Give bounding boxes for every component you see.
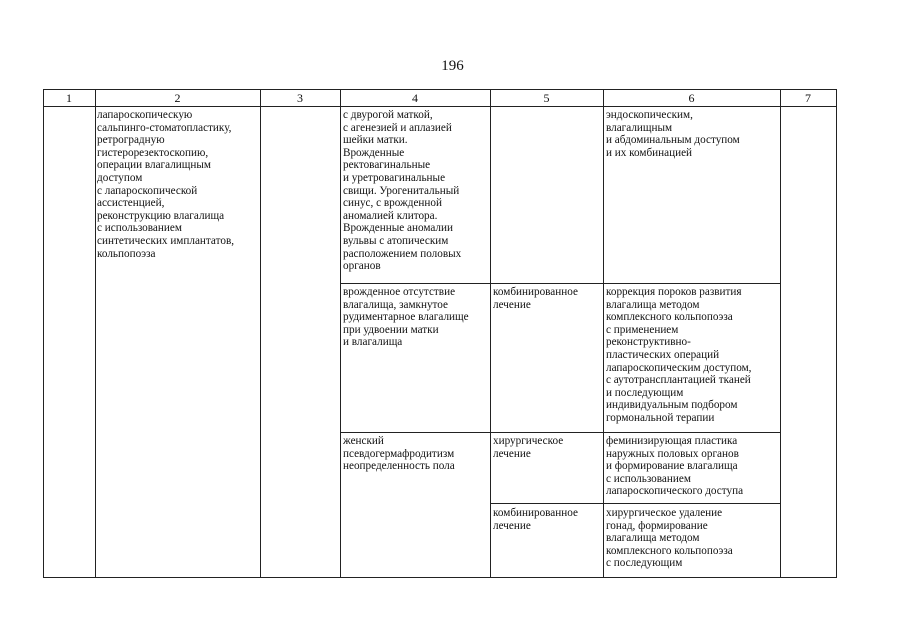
cell-row2-col4: врожденное отсутствие влагалища, замкнутое рудиментарное влагалище при удвоении матки и влагалища (343, 286, 469, 349)
cell-row3-col4: женский псевдогермафродитизм неопределенность пола (343, 435, 455, 473)
table-top-border (43, 89, 837, 90)
cell-row2-col6: коррекция пороков развития влагалища методом комплексного кольпопоэза с применением реконструктивно- пластических операций лапароскопическим доступом, с аутотрансплантацией тканей и последующим индивидуальным подбором гормональной терапии (606, 286, 752, 424)
col-border (836, 89, 837, 578)
col-border (43, 89, 44, 578)
cell-row3-col5: хирургическое лечение (493, 435, 564, 460)
header-col-7: 7 (805, 91, 811, 105)
table-bottom-border (43, 577, 837, 578)
cell-row4-col6: хирургическое удаление гонад, формирование влагалища методом комплексного кольпопоэза с последующим (606, 507, 733, 570)
cell-row1-col6: эндоскопическим, влагалищным и абдоминальным доступом и их комбинацией (606, 109, 740, 159)
cell-row4-col5: комбинированное лечение (493, 507, 578, 532)
col-border (780, 89, 781, 578)
header-col-1: 1 (66, 91, 72, 105)
row-divider (490, 503, 780, 504)
col-border (603, 89, 604, 578)
cell-row1-col4: с двурогой маткой, с агенезией и аплазией шейки матки. Врожденные ректовагинальные и уретровагинальные свищи. Урогенитальный синус, с врожденной аномалией клитора. Врожденные аномалии вульвы с атопическим расположением половых органов (343, 109, 462, 273)
row-divider (340, 432, 780, 433)
header-col-2: 2 (174, 91, 181, 105)
col-border (340, 89, 341, 578)
header-col-4: 4 (412, 91, 418, 105)
cell-row2-col5: комбинированное лечение (493, 286, 578, 311)
col-border (260, 89, 261, 578)
col-border (95, 89, 96, 578)
cell-row3-col6: феминизирующая пластика наружных половых органов и формирование влагалища с использованием лапароскопического доступа (606, 435, 744, 498)
header-bottom-border (43, 106, 837, 107)
header-col-6: 6 (688, 91, 695, 105)
page-number: 196 (441, 58, 464, 74)
row-divider (340, 283, 780, 284)
header-col-5: 5 (543, 91, 550, 105)
cell-col2-methods: лапароскопическую сальпинго-стоматопластику, ретроградную гистерорезектоскопию, операции влагалищным доступом с лапароскопической ассистенцией, реконструкцию влагалища с использованием синтетических имплантатов, кольпопоэза (97, 109, 235, 260)
header-col-3: 3 (297, 91, 303, 105)
